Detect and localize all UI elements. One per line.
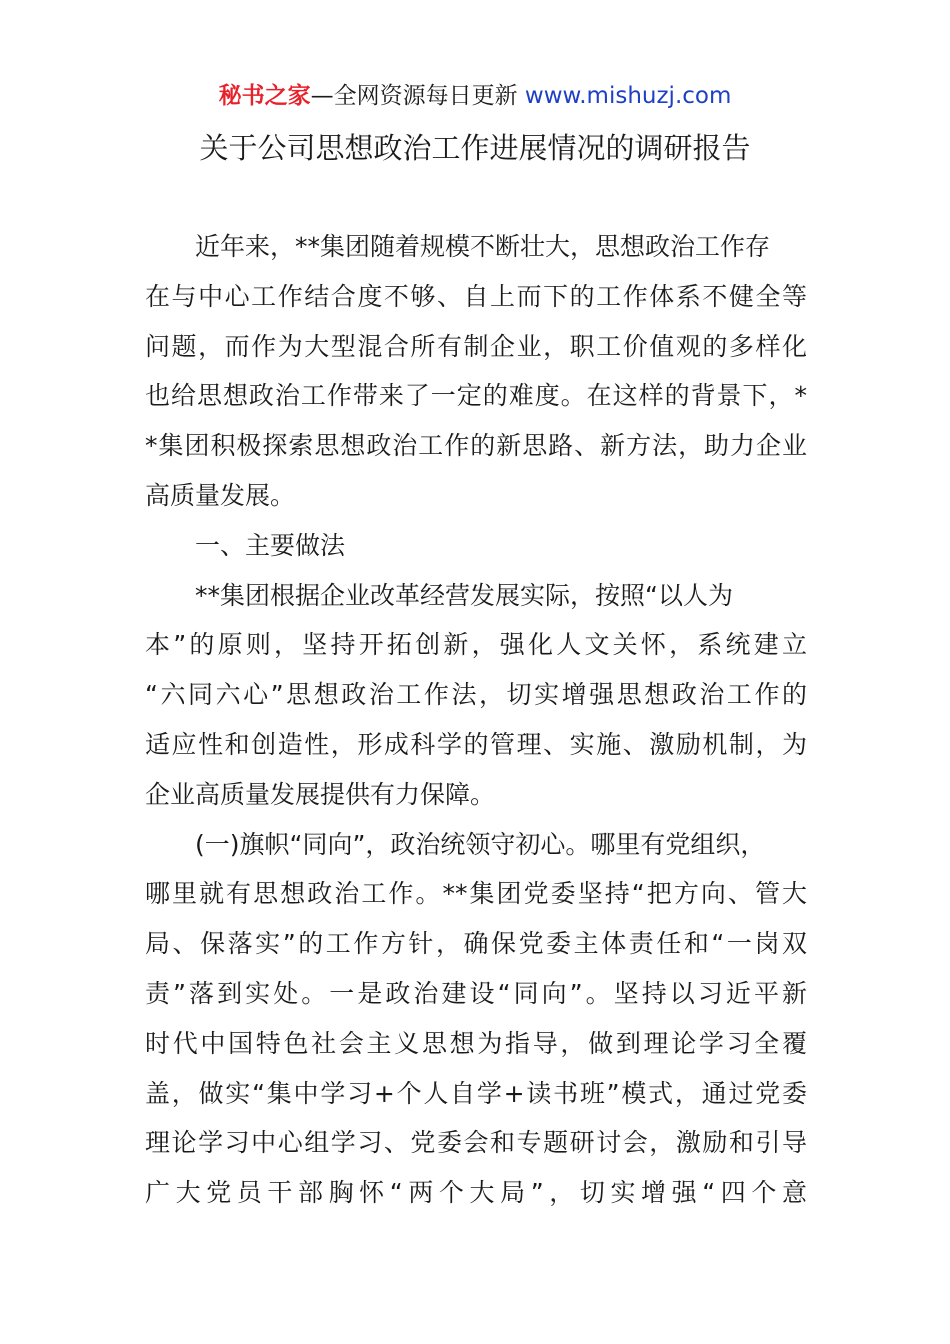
paragraph-line: 也给思想政治工作带来了一定的难度。在这样的背景下，* (145, 381, 807, 411)
section-heading: 一、主要做法 (195, 530, 346, 560)
paragraph-line: 哪里就有思想政治工作。**集团党委坚持“把方向、管大 (145, 879, 807, 909)
paragraph-line: 问题，而作为大型混合所有制企业，职工价值观的多样化 (145, 331, 807, 361)
paragraph-line: 本”的原则，坚持开拓创新，强化人文关怀，系统建立 (145, 630, 807, 660)
paragraph-line: 理论学习中心组学习、党委会和专题研讨会，激励和引导 (145, 1128, 807, 1158)
document-body (145, 222, 807, 1218)
paragraph-line: “六同六心”思想政治工作法，切实增强思想政治工作的 (145, 680, 807, 710)
paragraph-line: 责”落到实处。一是政治建设“同向”。坚持以习近平新 (145, 978, 807, 1008)
brand-name: 秘书之家 (218, 83, 311, 109)
paragraph-line: 在与中心工作结合度不够、自上而下的工作体系不健全等 (145, 281, 807, 311)
paragraph-line: 广大党员干部胸怀“两个大局”，切实增强“四个意 (145, 1178, 807, 1208)
header-tagline: —全网资源每日更新 (310, 83, 525, 109)
paragraph-line: **集团根据企业改革经营发展实际，按照“以人为 (195, 580, 733, 610)
paragraph-line: 时代中国特色社会主义思想为指导，做到理论学习全覆 (145, 1028, 807, 1058)
paragraph-line: 企业高质量发展提供有力保障。 (145, 779, 496, 809)
site-url-link[interactable]: www.mishuzj.com (524, 83, 732, 109)
header-banner (0, 80, 950, 112)
paragraph-line: 高质量发展。 (145, 480, 296, 510)
paragraph-line: 局、保落实”的工作方针，确保党委主体责任和“一岗双 (145, 929, 807, 959)
paragraph-line: (一)旗帜“同向”，政治统领守初心。哪里有党组织， (195, 829, 766, 859)
paragraph-line: 适应性和创造性，形成科学的管理、实施、激励机制，为 (145, 729, 807, 759)
paragraph-line: 盖，做实“集中学习+个人自学+读书班”模式，通过党委 (145, 1078, 807, 1108)
paragraph-line: *集团积极探索思想政治工作的新思路、新方法，助力企业 (145, 431, 807, 461)
document-title: 关于公司思想政治工作进展情况的调研报告 (199, 131, 751, 165)
paragraph-line: 近年来，**集团随着规模不断壮大，思想政治工作存 (195, 232, 771, 261)
